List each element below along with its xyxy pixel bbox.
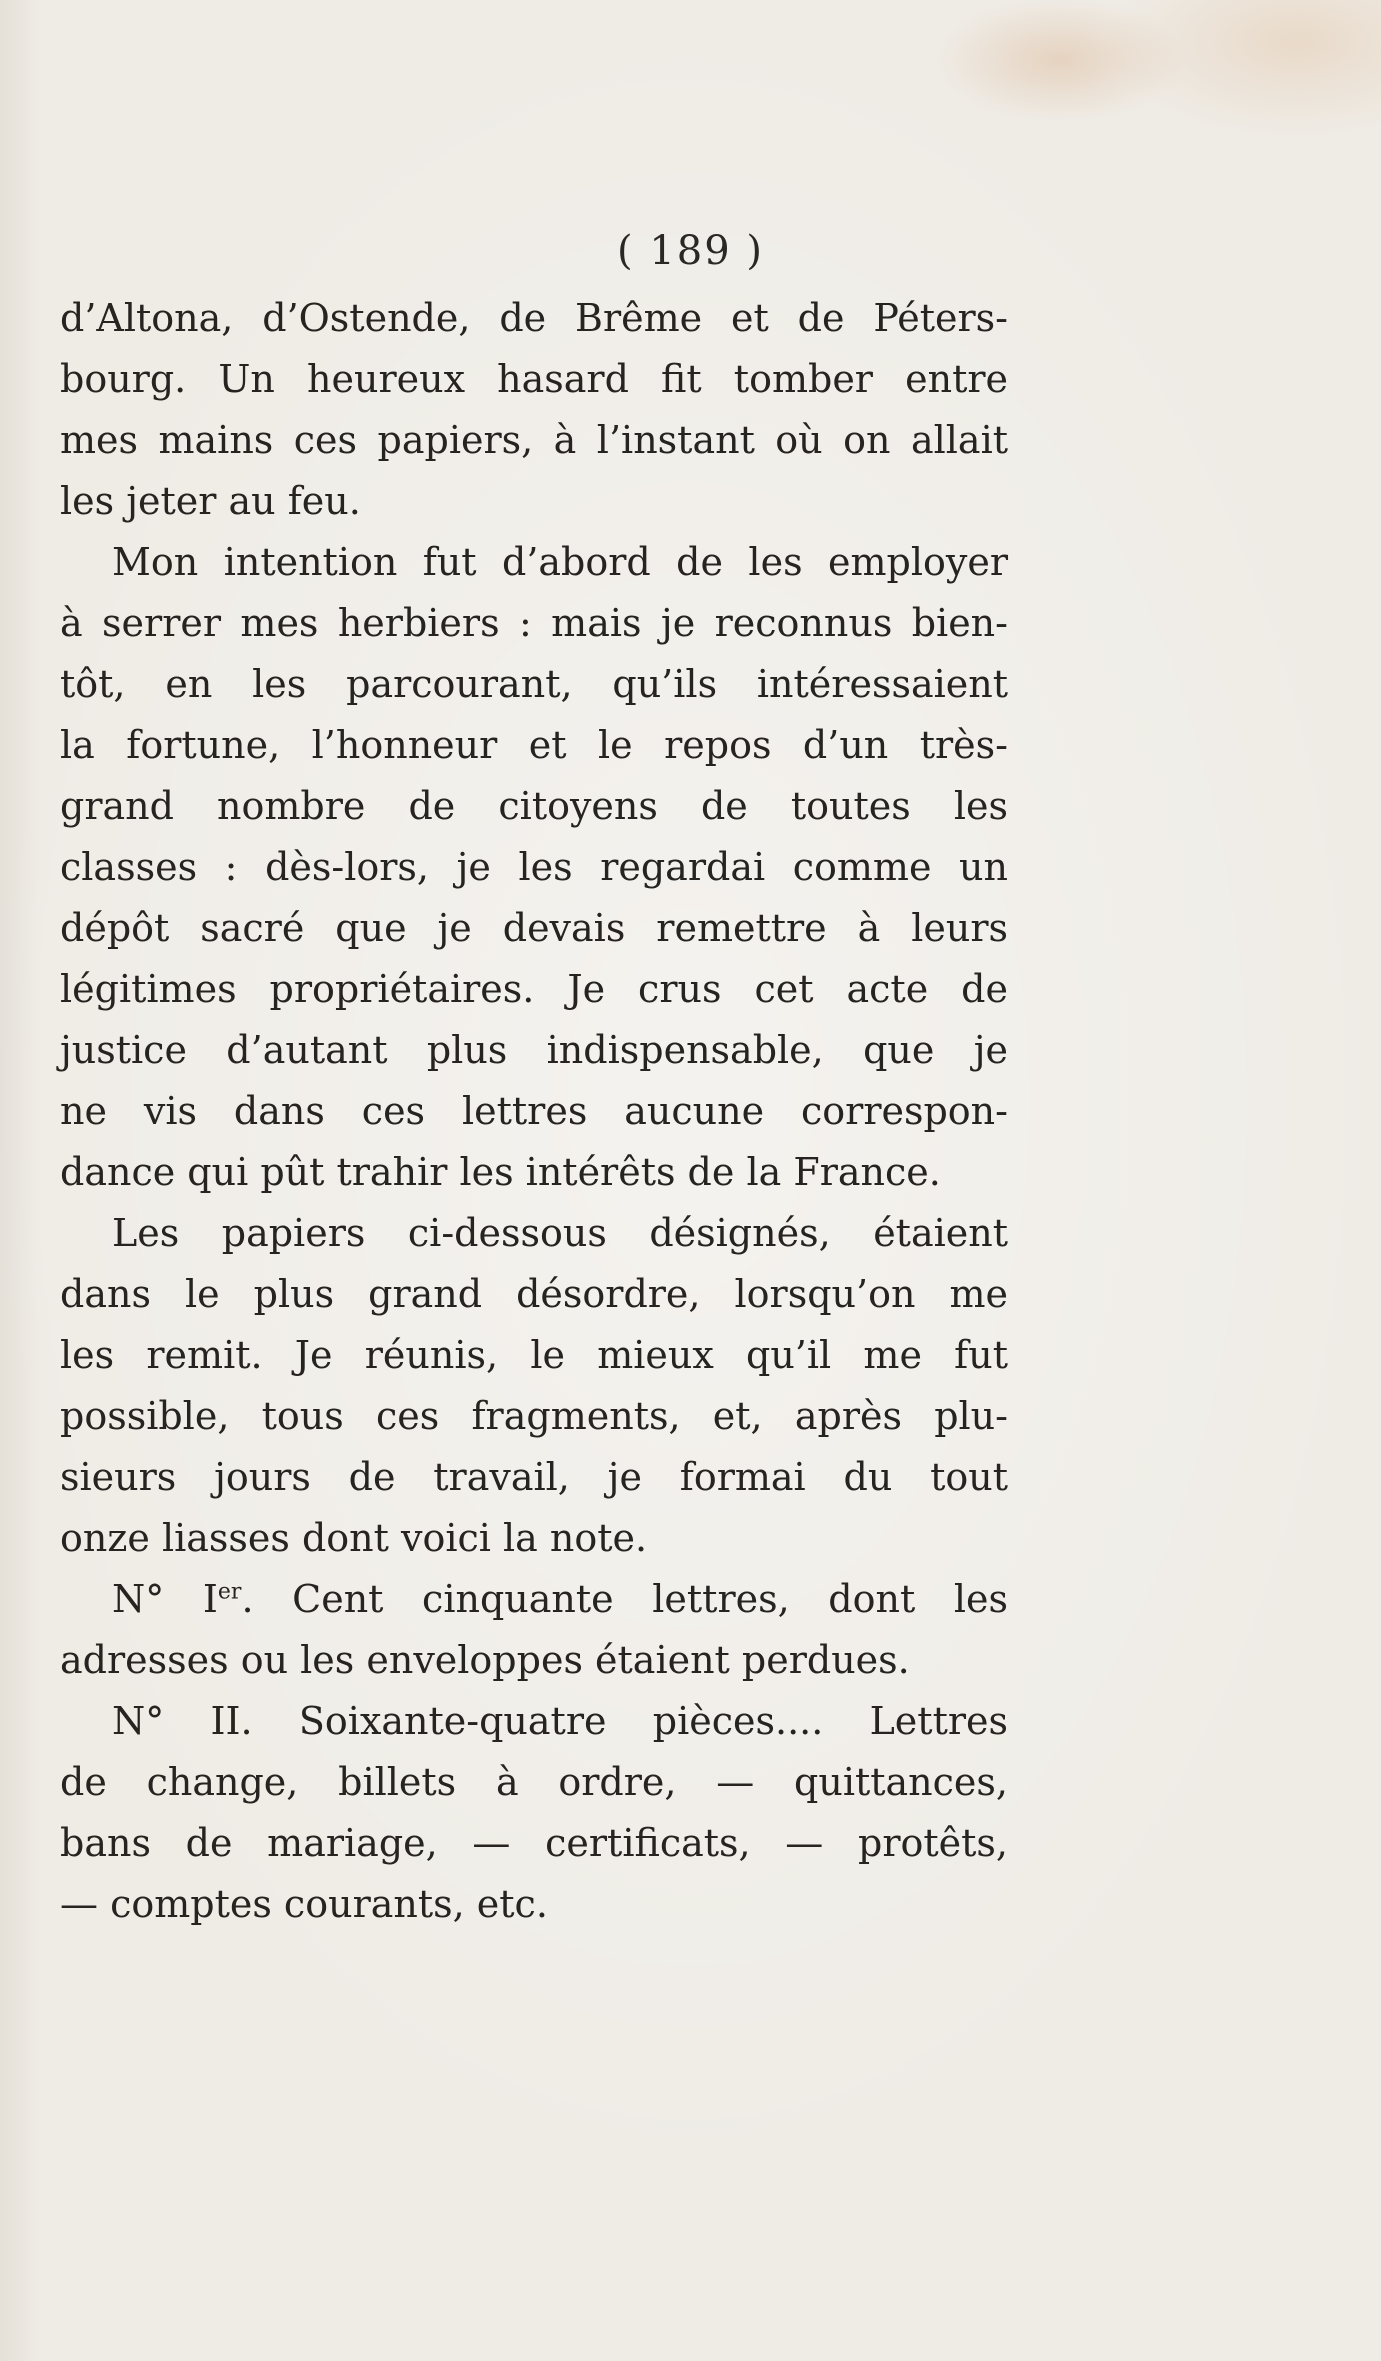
text-line: N° II. Soixante-quatre pièces.... Lettres [112, 1699, 1008, 1743]
text-line: légitimes propriétaires. Je crus cet acte de [60, 967, 1008, 1011]
text-line: possible, tous ces fragments, et, après plu- [60, 1394, 1008, 1438]
text-line: Mon intention fut d’abord de les employer [112, 540, 1008, 584]
text-line: N° Ier. Cent cinquante lettres, dont les [112, 1577, 1009, 1621]
text-line: justice d’autant plus indispensable, que je [60, 1028, 1008, 1072]
text-line: de change, billets à ordre, — quittances, [60, 1760, 1008, 1804]
text-line: les jeter au feu. [60, 479, 361, 523]
page-body [60, 288, 1008, 1935]
text-line: la fortune, l’honneur et le repos d’un très- [60, 723, 1008, 767]
text-line: dans le plus grand désordre, lorsqu’on me [60, 1272, 1008, 1316]
page-number: ( 189 ) [617, 228, 764, 274]
text-line: bourg. Un heureux hasard fit tomber entre [60, 357, 1008, 401]
text-line: à serrer mes herbiers : mais je reconnus bien- [60, 601, 1008, 645]
paper-stain [1101, 0, 1381, 140]
text-line: mes mains ces papiers, à l’instant où on allait [60, 418, 1008, 462]
paragraph-5 [60, 1691, 1008, 1935]
text-line: adresses ou les enveloppes étaient perdues. [60, 1638, 910, 1682]
text-line: tôt, en les parcourant, qu’ils intéressaient [60, 662, 1008, 706]
text-line: les remit. Je réunis, le mieux qu’il me fut [60, 1333, 1008, 1377]
text-line: sieurs jours de travail, je formai du tout [60, 1455, 1008, 1499]
text-line: — comptes courants, etc. [60, 1882, 548, 1926]
text-line: d’Altona, d’Ostende, de Brême et de Péters- [60, 296, 1008, 340]
text-line: Les papiers ci-dessous désignés, étaient [112, 1211, 1008, 1255]
text-line: dance qui pût trahir les intérêts de la France. [60, 1150, 941, 1194]
text-line: bans de mariage, — certificats, — protêts, [60, 1821, 1008, 1865]
text-line: classes : dès-lors, je les regardai comme un [60, 845, 1008, 889]
paragraph-4 [60, 1569, 1008, 1691]
text-line: grand nombre de citoyens de toutes les [60, 784, 1008, 828]
paragraph-1 [60, 288, 1008, 532]
paragraph-2 [60, 532, 1008, 1203]
text-line: onze liasses dont voici la note. [60, 1516, 648, 1560]
text-line: dépôt sacré que je devais remettre à leurs [60, 906, 1008, 950]
paragraph-3 [60, 1203, 1008, 1569]
text-line: ne vis dans ces lettres aucune correspon- [60, 1089, 1008, 1133]
